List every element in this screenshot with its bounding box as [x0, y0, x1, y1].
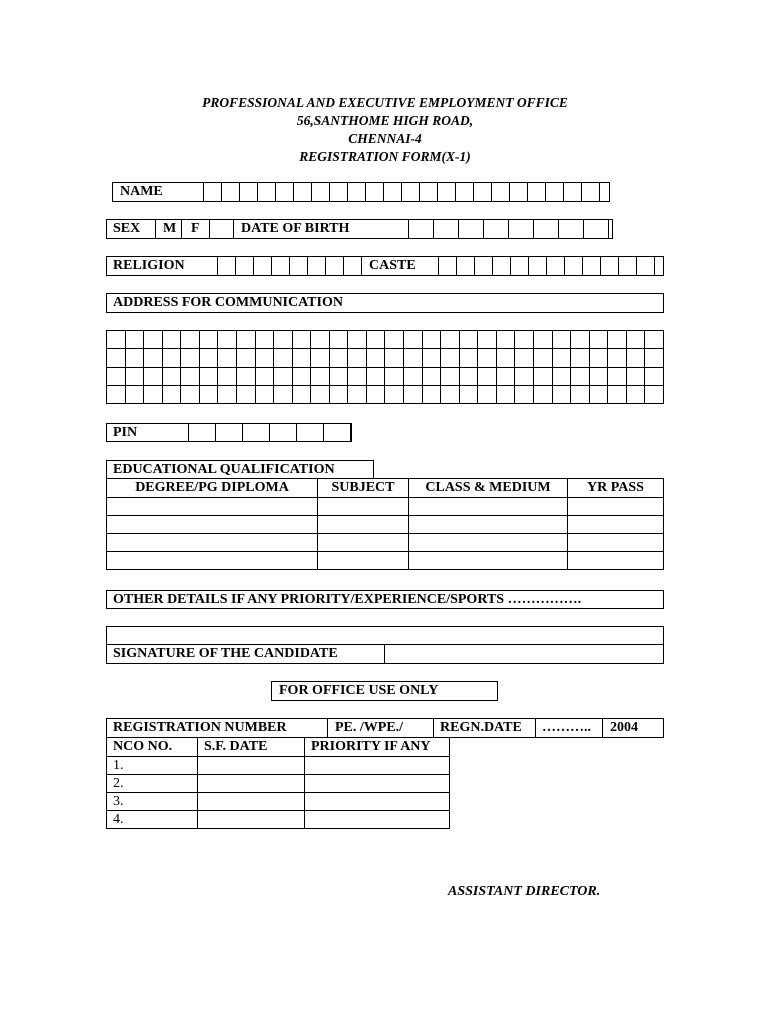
char-box[interactable] — [199, 331, 218, 349]
char-box[interactable] — [404, 367, 423, 385]
char-box[interactable] — [589, 367, 608, 385]
char-box[interactable] — [496, 331, 515, 349]
col-class-medium: CLASS & MEDIUM — [409, 479, 568, 498]
char-box[interactable] — [218, 385, 237, 403]
char-box[interactable] — [107, 349, 126, 367]
char-box[interactable] — [458, 219, 484, 239]
pin-field — [106, 423, 352, 442]
char-box[interactable] — [343, 256, 362, 276]
other-details-field[interactable] — [106, 590, 664, 609]
char-box[interactable] — [483, 219, 509, 239]
char-box[interactable] — [515, 385, 534, 403]
char-box[interactable] — [329, 385, 348, 403]
char-box[interactable] — [608, 349, 627, 367]
char-box[interactable] — [274, 385, 293, 403]
char-box[interactable] — [600, 256, 619, 276]
char-box[interactable] — [162, 367, 181, 385]
registration-row — [106, 718, 664, 738]
char-box[interactable] — [125, 385, 144, 403]
char-box[interactable] — [422, 349, 441, 367]
char-box[interactable] — [510, 256, 529, 276]
name-label: NAME — [120, 184, 163, 199]
char-box[interactable] — [645, 367, 664, 385]
char-box[interactable] — [441, 349, 460, 367]
char-box[interactable] — [478, 385, 497, 403]
char-box[interactable] — [589, 331, 608, 349]
char-box[interactable] — [459, 331, 478, 349]
char-box[interactable] — [433, 219, 459, 239]
pe-wpe-label: PE. /WPE./ — [335, 720, 404, 735]
blank-line-field[interactable] — [106, 626, 664, 645]
address-grid-row[interactable] — [107, 331, 664, 349]
char-box[interactable] — [348, 385, 367, 403]
office-name: PROFESSIONAL AND EXECUTIVE EMPLOYMENT OFFICE — [202, 95, 568, 110]
char-box[interactable] — [385, 331, 404, 349]
char-box[interactable] — [125, 367, 144, 385]
char-box[interactable] — [162, 331, 181, 349]
char-box[interactable] — [293, 182, 312, 202]
char-box[interactable] — [645, 385, 664, 403]
sex-option-f[interactable]: F — [191, 221, 200, 236]
address-grid-row[interactable] — [107, 367, 664, 385]
char-box[interactable] — [645, 349, 664, 367]
char-box[interactable] — [221, 182, 240, 202]
char-box[interactable] — [199, 367, 218, 385]
char-box[interactable] — [218, 331, 237, 349]
char-box[interactable] — [533, 219, 559, 239]
char-box[interactable] — [323, 423, 351, 442]
col-yr-pass: YR PASS — [568, 479, 664, 498]
char-box[interactable] — [162, 349, 181, 367]
char-box[interactable] — [478, 331, 497, 349]
education-title-box — [106, 460, 374, 479]
dob-char-boxes[interactable] — [409, 219, 609, 239]
signature-row — [106, 644, 664, 664]
char-box[interactable] — [496, 367, 515, 385]
char-box[interactable] — [107, 385, 126, 403]
char-box[interactable] — [366, 385, 385, 403]
char-box[interactable] — [289, 256, 308, 276]
education-table — [106, 478, 664, 570]
char-box[interactable] — [366, 331, 385, 349]
table-row[interactable] — [107, 775, 450, 793]
char-box[interactable] — [422, 385, 441, 403]
row-number: 4. — [107, 811, 198, 829]
pin-char-boxes[interactable] — [189, 423, 351, 442]
col-degree: DEGREE/PG DIPLOMA — [107, 479, 318, 498]
char-box[interactable] — [236, 367, 255, 385]
char-box[interactable] — [636, 256, 655, 276]
char-box[interactable] — [509, 182, 528, 202]
office-city: CHENNAI-4 — [348, 131, 422, 146]
office-use-box — [271, 681, 498, 701]
char-box[interactable] — [441, 367, 460, 385]
char-box[interactable] — [348, 331, 367, 349]
char-box[interactable] — [533, 331, 552, 349]
col-priority: PRIORITY IF ANY — [305, 738, 450, 757]
char-box[interactable] — [626, 349, 645, 367]
char-box[interactable] — [385, 349, 404, 367]
char-box[interactable] — [492, 256, 511, 276]
signature-label: SIGNATURE OF THE CANDIDATE — [113, 646, 338, 661]
address-grid-row[interactable] — [107, 385, 664, 403]
name-field[interactable] — [112, 182, 610, 202]
other-details-label: OTHER DETAILS IF ANY PRIORITY/EXPERIENCE/SPORTS ……………. — [113, 592, 582, 607]
char-box[interactable] — [552, 367, 571, 385]
row-number: 2. — [107, 775, 198, 793]
char-box[interactable] — [385, 385, 404, 403]
char-box[interactable] — [385, 367, 404, 385]
char-box[interactable] — [545, 182, 564, 202]
education-header-row — [107, 479, 664, 498]
char-box[interactable] — [269, 423, 297, 442]
char-box[interactable] — [292, 385, 311, 403]
char-box[interactable] — [144, 367, 163, 385]
char-box[interactable] — [583, 219, 609, 239]
religion-label: RELIGION — [113, 258, 185, 273]
char-box[interactable] — [459, 385, 478, 403]
char-box[interactable] — [365, 182, 384, 202]
char-box[interactable] — [188, 423, 216, 442]
char-box[interactable] — [552, 349, 571, 367]
char-box[interactable] — [564, 256, 583, 276]
char-box[interactable] — [311, 331, 330, 349]
char-box[interactable] — [203, 182, 222, 202]
table-row[interactable] — [107, 516, 664, 534]
col-sf-date: S.F. DATE — [198, 738, 305, 757]
char-box[interactable] — [589, 385, 608, 403]
char-box[interactable] — [608, 385, 627, 403]
char-box[interactable] — [582, 256, 601, 276]
char-box[interactable] — [552, 331, 571, 349]
char-box[interactable] — [218, 367, 237, 385]
regn-date-dots[interactable]: ……….. — [542, 720, 591, 735]
char-box[interactable] — [255, 367, 274, 385]
char-box[interactable] — [255, 385, 274, 403]
char-box[interactable] — [329, 331, 348, 349]
char-box[interactable] — [571, 385, 590, 403]
char-box[interactable] — [144, 349, 163, 367]
religion-caste-row — [106, 256, 664, 276]
char-box[interactable] — [404, 385, 423, 403]
char-box[interactable] — [255, 331, 274, 349]
char-box[interactable] — [589, 349, 608, 367]
char-box[interactable] — [437, 182, 456, 202]
char-box[interactable] — [329, 349, 348, 367]
char-box[interactable] — [311, 349, 330, 367]
char-box[interactable] — [528, 256, 547, 276]
char-box[interactable] — [401, 182, 420, 202]
table-row[interactable] — [107, 793, 450, 811]
assistant-director-label: ASSISTANT DIRECTOR. — [448, 884, 601, 899]
table-row[interactable] — [107, 534, 664, 552]
char-box[interactable] — [438, 256, 457, 276]
address-label: ADDRESS FOR COMMUNICATION — [113, 295, 343, 310]
char-box[interactable] — [478, 349, 497, 367]
char-box[interactable] — [329, 182, 348, 202]
sex-label: SEX — [113, 221, 141, 236]
char-box[interactable] — [404, 331, 423, 349]
char-box[interactable] — [366, 349, 385, 367]
char-box[interactable] — [408, 219, 434, 239]
char-box[interactable] — [236, 349, 255, 367]
char-box[interactable] — [571, 331, 590, 349]
char-box[interactable] — [533, 367, 552, 385]
char-box[interactable] — [533, 349, 552, 367]
char-box[interactable] — [125, 331, 144, 349]
char-box[interactable] — [181, 331, 200, 349]
char-box[interactable] — [478, 367, 497, 385]
char-box[interactable] — [645, 331, 664, 349]
char-box[interactable] — [235, 256, 254, 276]
char-box[interactable] — [107, 331, 126, 349]
char-box[interactable] — [563, 182, 582, 202]
char-box[interactable] — [274, 331, 293, 349]
char-box[interactable] — [508, 219, 534, 239]
caste-label: CASTE — [369, 258, 416, 273]
char-box[interactable] — [271, 256, 290, 276]
char-box[interactable] — [626, 367, 645, 385]
char-box[interactable] — [311, 385, 330, 403]
char-box[interactable] — [218, 349, 237, 367]
religion-char-boxes[interactable] — [218, 256, 362, 276]
char-box[interactable] — [144, 385, 163, 403]
char-box[interactable] — [608, 331, 627, 349]
address-header — [106, 293, 664, 313]
name-char-boxes[interactable] — [204, 182, 600, 202]
address-grid-row[interactable] — [107, 349, 664, 367]
sex-option-m[interactable]: M — [163, 221, 177, 236]
char-box[interactable] — [257, 182, 276, 202]
char-box[interactable] — [558, 219, 584, 239]
char-box[interactable] — [581, 182, 600, 202]
char-box[interactable] — [491, 182, 510, 202]
char-box[interactable] — [455, 182, 474, 202]
char-box[interactable] — [236, 385, 255, 403]
char-box[interactable] — [474, 256, 493, 276]
char-box[interactable] — [626, 385, 645, 403]
char-box[interactable] — [181, 367, 200, 385]
char-box[interactable] — [515, 367, 534, 385]
char-box[interactable] — [571, 367, 590, 385]
education-title: EDUCATIONAL QUALIFICATION — [113, 462, 335, 477]
char-box[interactable] — [215, 423, 243, 442]
char-box[interactable] — [459, 349, 478, 367]
char-box[interactable] — [292, 367, 311, 385]
char-box[interactable] — [515, 349, 534, 367]
char-box[interactable] — [107, 367, 126, 385]
char-box[interactable] — [422, 331, 441, 349]
sex-dob-row — [106, 219, 613, 239]
char-box[interactable] — [236, 331, 255, 349]
char-box[interactable] — [307, 256, 326, 276]
char-box[interactable] — [533, 385, 552, 403]
signature-input[interactable] — [385, 645, 663, 663]
table-row[interactable] — [107, 498, 664, 516]
char-box[interactable] — [162, 385, 181, 403]
char-box[interactable] — [527, 182, 546, 202]
table-row[interactable] — [107, 552, 664, 570]
char-box[interactable] — [347, 182, 366, 202]
char-box[interactable] — [325, 256, 344, 276]
form-title: REGISTRATION FORM(X-1) — [299, 149, 471, 164]
regn-date-label: REGN.DATE — [440, 720, 522, 735]
char-box[interactable] — [459, 367, 478, 385]
char-box[interactable] — [275, 182, 294, 202]
caste-char-boxes[interactable] — [439, 256, 655, 276]
char-box[interactable] — [292, 349, 311, 367]
col-nco-no: NCO NO. — [107, 738, 198, 757]
char-box[interactable] — [296, 423, 324, 442]
char-box[interactable] — [239, 182, 258, 202]
char-box[interactable] — [253, 256, 272, 276]
char-box[interactable] — [546, 256, 565, 276]
char-box[interactable] — [311, 367, 330, 385]
char-box[interactable] — [456, 256, 475, 276]
registration-number-label: REGISTRATION NUMBER — [113, 720, 287, 735]
char-box[interactable] — [608, 367, 627, 385]
dob-label: DATE OF BIRTH — [241, 221, 350, 236]
char-box[interactable] — [199, 349, 218, 367]
nco-table — [106, 737, 450, 829]
char-box[interactable] — [125, 349, 144, 367]
pin-label: PIN — [113, 425, 138, 440]
char-box[interactable] — [255, 349, 274, 367]
char-box[interactable] — [383, 182, 402, 202]
char-box[interactable] — [618, 256, 637, 276]
char-box[interactable] — [181, 385, 200, 403]
nco-header-row — [107, 738, 450, 757]
row-number: 1. — [107, 757, 198, 775]
char-box[interactable] — [496, 385, 515, 403]
char-box[interactable] — [496, 349, 515, 367]
char-box[interactable] — [348, 349, 367, 367]
char-box[interactable] — [552, 385, 571, 403]
char-box[interactable] — [242, 423, 270, 442]
col-subject: SUBJECT — [318, 479, 409, 498]
char-box[interactable] — [311, 182, 330, 202]
char-box[interactable] — [274, 367, 293, 385]
char-box[interactable] — [473, 182, 492, 202]
char-box[interactable] — [274, 349, 293, 367]
office-use-title: FOR OFFICE USE ONLY — [279, 683, 439, 698]
office-address: 56,SANTHOME HIGH ROAD, — [296, 113, 474, 128]
char-box[interactable] — [199, 385, 218, 403]
char-box[interactable] — [366, 367, 385, 385]
char-box[interactable] — [292, 331, 311, 349]
table-row[interactable] — [107, 811, 450, 829]
table-row[interactable] — [107, 757, 450, 775]
char-box[interactable] — [329, 367, 348, 385]
char-box[interactable] — [404, 349, 423, 367]
char-box[interactable] — [181, 349, 200, 367]
address-grid[interactable] — [106, 330, 664, 404]
char-box[interactable] — [348, 367, 367, 385]
char-box[interactable] — [571, 349, 590, 367]
row-number: 3. — [107, 793, 198, 811]
char-box[interactable] — [419, 182, 438, 202]
char-box[interactable] — [441, 385, 460, 403]
char-box[interactable] — [441, 331, 460, 349]
char-box[interactable] — [144, 331, 163, 349]
char-box[interactable] — [422, 367, 441, 385]
char-box[interactable] — [217, 256, 236, 276]
regn-year: 2004 — [610, 720, 638, 735]
char-box[interactable] — [626, 331, 645, 349]
char-box[interactable] — [515, 331, 534, 349]
